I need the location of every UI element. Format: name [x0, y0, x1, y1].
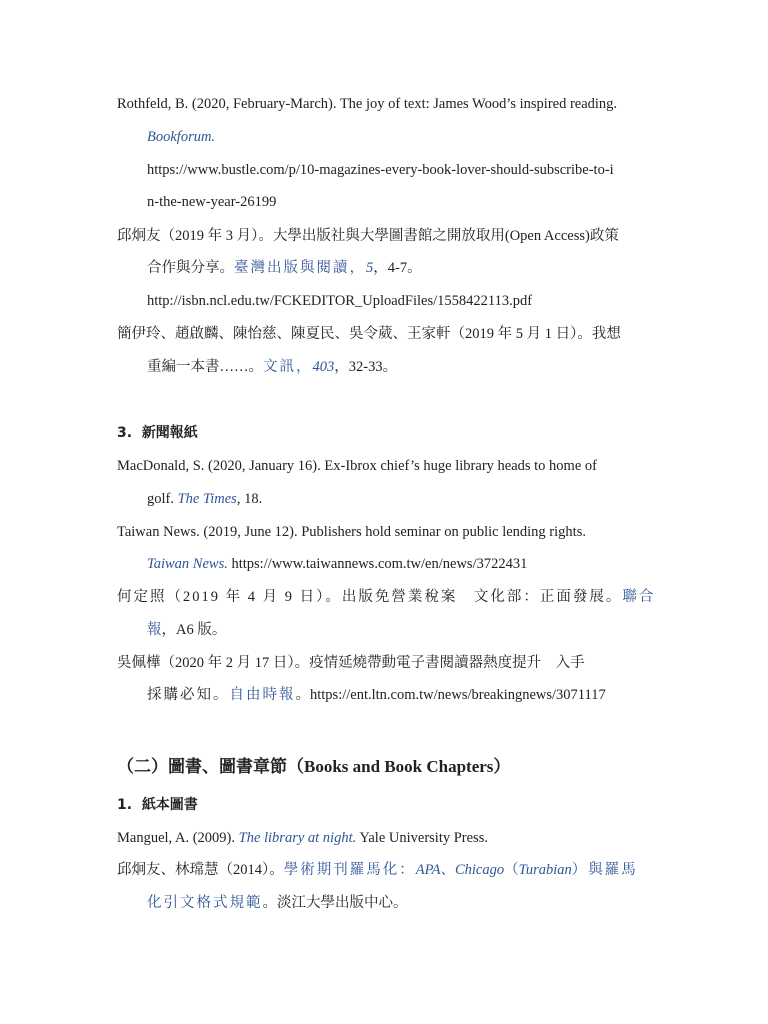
- section-heading-newspapers: 3. 新聞報紙: [117, 425, 198, 441]
- reference-taiwannews-line2: Taiwan News. https://www.taiwannews.com.tw/en/news/3722431: [147, 556, 528, 572]
- reference-wu-line2: 採購必知。自由時報。https://ent.ltn.com.tw/news/breakingnews/3071117: [147, 687, 606, 703]
- section-heading-books: （二）圖書、圖書章節（Books and Book Chapters）: [117, 757, 511, 776]
- reference-ho-line1: 何定照（2019 年 4 月 9 日）。出版免營業稅案 文化部：正面發展。聯合: [117, 589, 656, 605]
- reference-wu-line1: 吳佩樺（2020 年 2 月 17 日）。疫情延燒帶動電子書閱讀器熱度提升 入手: [117, 655, 585, 671]
- reference-rothfeld-url-cont[interactable]: n-the-new-year-26199: [147, 194, 277, 210]
- reference-chiu-line2: 合作與分享。臺灣出版與閱讀，5，4-7。: [147, 260, 422, 276]
- reference-macdonald-line2: golf. The Times, 18.: [147, 491, 263, 507]
- reference-chiu-line1: 邱炯友（2019 年 3 月）。大學出版社與大學圖書館之開放取用(Open Access)政策: [117, 228, 619, 244]
- reference-macdonald-line1: MacDonald, S. (2020, January 16). Ex-Ibrox chief’s huge library heads to home of: [117, 458, 597, 474]
- reference-ho-line2: 報，A6 版。: [147, 622, 227, 638]
- section-heading-print-books: 1. 紙本圖書: [117, 797, 198, 813]
- reference-chien-line1: 簡伊玲、趙啟麟、陳怡慈、陳夏民、吳令葳、王家軒（2019 年 5 月 1 日）。我想: [117, 326, 621, 342]
- reference-manguel: Manguel, A. (2009). The library at night. Yale University Press.: [117, 830, 488, 846]
- reference-chiu-lin-line2: 化引文格式規範。淡江大學出版中心。: [147, 895, 408, 911]
- reference-taiwannews-url[interactable]: https://www.taiwannews.com.tw/en/news/3722431: [227, 556, 528, 572]
- reference-taiwannews-line1: Taiwan News. (2019, June 12). Publishers hold seminar on public lending rights.: [117, 524, 586, 540]
- reference-rothfeld-line2: Bookforum.: [147, 129, 216, 145]
- reference-rothfeld-line1: Rothfeld, B. (2020, February-March). The joy of text: James Wood’s inspired reading.: [117, 96, 618, 112]
- reference-chiu-url[interactable]: http://isbn.ncl.edu.tw/FCKEDITOR_UploadFiles/1558422113.pdf: [147, 293, 533, 309]
- reference-chiu-lin-line1: 邱炯友、林瑺慧（2014）。學術期刊羅馬化：APA、Chicago（Turabian）與羅馬: [117, 862, 638, 878]
- reference-wu-url[interactable]: 。https://ent.ltn.com.tw/news/breakingnews/3071117: [295, 687, 606, 703]
- reference-rothfeld-url[interactable]: https://www.bustle.com/p/10-magazines-every-book-lover-should-subscribe-to-i: [147, 162, 614, 178]
- reference-chien-line2: 重編一本書……。文訊，403，32-33。: [147, 359, 398, 375]
